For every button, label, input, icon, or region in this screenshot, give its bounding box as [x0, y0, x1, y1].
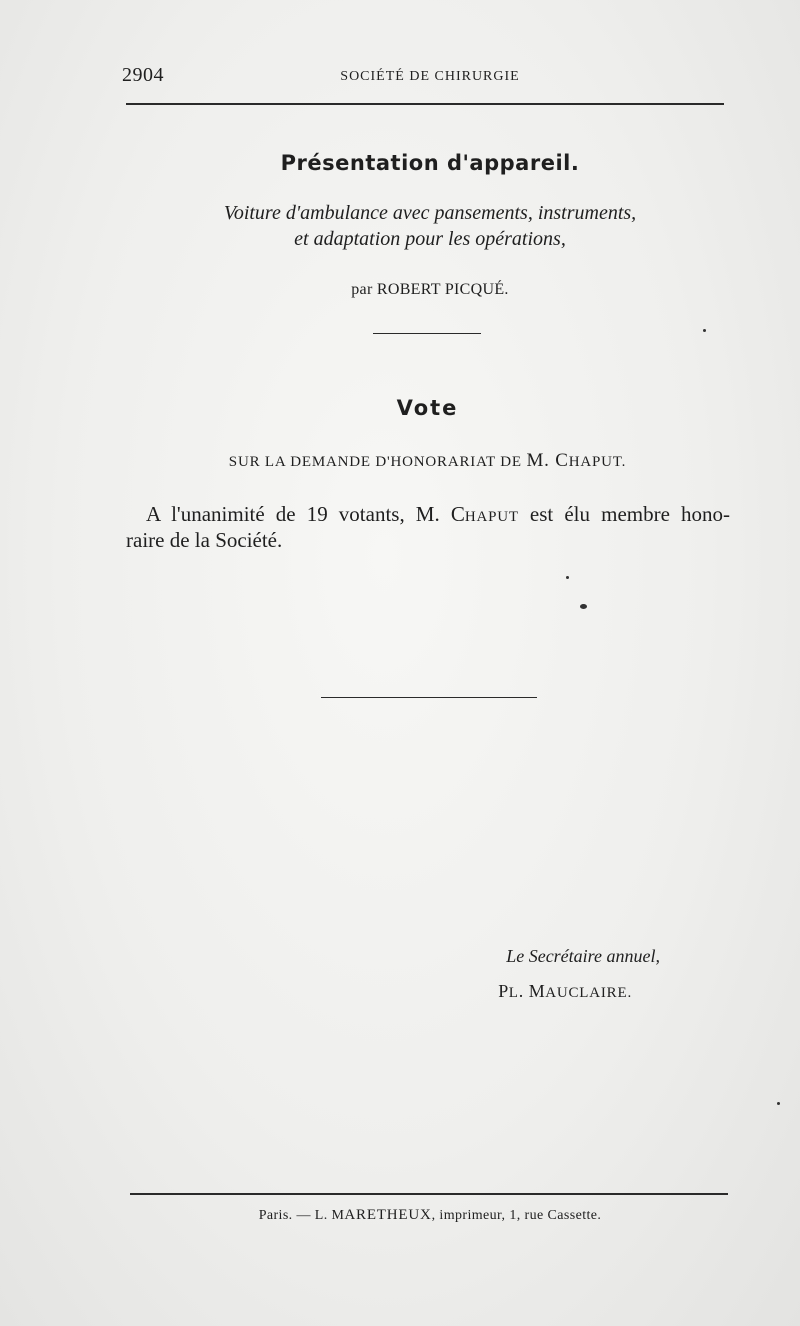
vote-subtitle-prefix: SUR LA DEMANDE D'HONORARIAT DE — [228, 454, 527, 470]
vote-result-line2: raire de la Société. — [126, 528, 283, 552]
imprint-end: , imprimeur, 1, rue Cassette. — [431, 1208, 602, 1223]
section-divider — [373, 333, 481, 334]
ink-speck — [777, 1102, 780, 1105]
vote-result-name: HAPUT — [464, 509, 519, 525]
signature-name — [420, 981, 632, 1002]
vote-title: Vote — [396, 396, 459, 420]
footer-rule — [130, 1193, 728, 1195]
signature-initial: P — [498, 981, 509, 1001]
vote-result-end: est élu membre hono- — [518, 502, 730, 526]
vote-result-line1 — [126, 502, 730, 527]
vote-result-start: A l'unanimité de 19 votants, M. C — [146, 502, 465, 526]
signature-surname: AUCLAIRE. — [545, 985, 632, 1001]
closing-rule — [321, 697, 537, 698]
presentation-title: Présentation d'appareil. — [280, 151, 580, 175]
signature-initial-sc: L — [508, 985, 519, 1001]
imprint-start: Paris. — L. M — [258, 1208, 345, 1223]
ink-speck — [580, 604, 587, 609]
ink-speck — [703, 329, 706, 332]
presentation-subtitle-line1: Voiture d'ambulance avec pansements, instruments, — [223, 202, 637, 224]
header-rule — [126, 103, 724, 105]
running-head: SOCIÉTÉ DE CHIRURGIE — [340, 69, 520, 84]
vote-subtitle-person-initial: M. C — [526, 450, 569, 471]
presentation-subtitle-line2: et adaptation pour les opérations, — [294, 228, 566, 250]
imprint-printer-name: ARETHEUX — [344, 1207, 432, 1223]
signature-title: Le Secrétaire annuel, — [506, 946, 660, 966]
vote-subtitle-person-rest: HAPUT. — [568, 454, 627, 470]
ink-speck — [566, 576, 569, 579]
presentation-byline: par ROBERT PICQUÉ. — [351, 281, 509, 298]
printer-imprint — [220, 1207, 640, 1224]
vote-subtitle — [150, 450, 705, 472]
signature-sep: . M — [518, 981, 546, 1001]
page-number: 2904 — [122, 64, 164, 86]
